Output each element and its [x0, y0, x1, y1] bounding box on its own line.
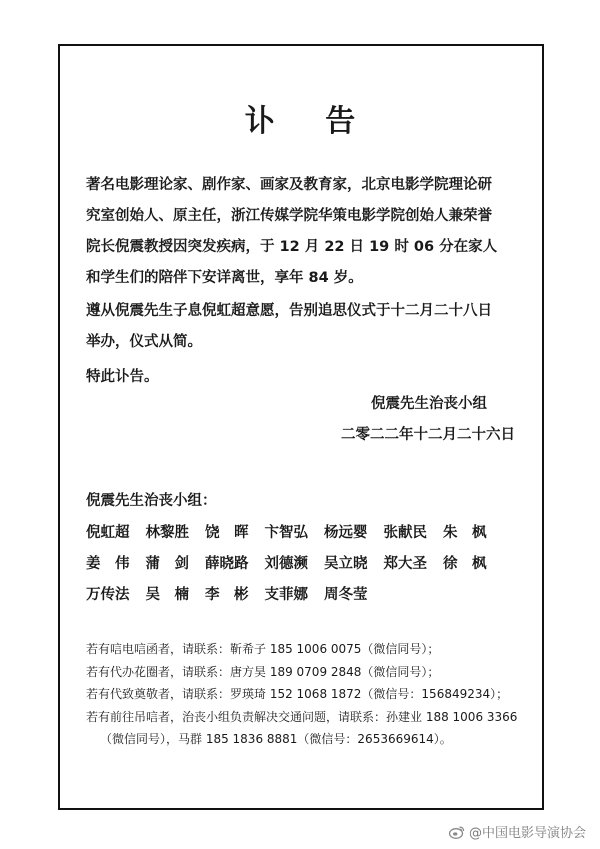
committee-name: 支菲娜 — [264, 587, 308, 603]
committee-name: 蒲 剑 — [145, 556, 189, 572]
committee-name: 饶 晖 — [205, 525, 249, 541]
committee-name: 姜 伟 — [86, 556, 130, 572]
committee-name: 杨远婴 — [324, 525, 368, 541]
contact-line-visit-cont: （微信同号），马群 185 1836 8881（微信号：2653669614）。 — [100, 732, 452, 746]
committee-name: 张献民 — [383, 525, 427, 541]
contact-line-gift: 若有代致奠敬者，请联系：罗瑛琦 152 1068 1872（微信号：156849234）； — [86, 687, 509, 701]
committee-row — [86, 516, 516, 547]
committee-name: 万传法 — [86, 587, 130, 603]
weibo-icon — [449, 825, 465, 839]
contact-line-visit: 若有前往吊唁者，治丧小组负责解决交通问题，请联系：孙建业 188 1006 3366 — [86, 709, 518, 724]
watermark — [449, 822, 586, 841]
committee-name: 刘德濒 — [264, 556, 308, 572]
committee-name: 卞智弘 — [264, 525, 308, 541]
committee-name: 周冬莹 — [324, 587, 368, 603]
contact-line-wreath: 若有代办花圈者，请联系：唐方昊 189 0709 2848（微信同号）； — [86, 664, 440, 679]
committee-names — [86, 516, 516, 609]
page-title: 讣 告 — [244, 104, 376, 139]
committee-row — [86, 547, 516, 578]
committee-name: 郑大圣 — [383, 556, 427, 572]
signature-org: 倪震先生治丧小组 — [371, 396, 487, 412]
committee-name: 林黎胜 — [145, 525, 189, 541]
committee-row — [86, 578, 516, 609]
obituary-paragraph-1: 著名电影理论家、剧作家、画家及教育家，北京电影学院理论研究室创始人、原主任，浙江传媒学院华策电影学院创始人兼荣誉院长倪震教授因突发疾病，于 12 月 22 日 19 时 06 分在家人和学生们的陪伴下安详离世，享年 84 岁。 — [86, 177, 498, 286]
obituary-paragraph-2: 遵从倪震先生子息倪虹超意愿，告别追思仪式于十二月二十八日举办，仪式从简。 — [86, 303, 492, 350]
committee-name: 吴立晓 — [324, 556, 368, 572]
committee-name: 吴 楠 — [145, 587, 189, 603]
contact-list — [86, 638, 526, 751]
obituary-paragraph-3: 特此讣告。 — [86, 369, 159, 385]
committee-name: 朱 枫 — [443, 525, 487, 541]
committee-label: 倪震先生治丧小组： — [86, 493, 217, 509]
signature-date: 二零二二年十二月二十六日 — [341, 427, 515, 443]
committee-name: 李 彬 — [205, 587, 249, 603]
contact-line-condolence: 若有唁电唁函者，请联系：靳希子 185 1006 0075（微信同号）； — [86, 642, 440, 656]
watermark-text: @中国电影导演协会 — [468, 826, 586, 841]
committee-name: 徐 枫 — [443, 556, 487, 572]
committee-name: 倪虹超 — [86, 525, 130, 541]
committee-name: 薛晓路 — [205, 556, 249, 572]
